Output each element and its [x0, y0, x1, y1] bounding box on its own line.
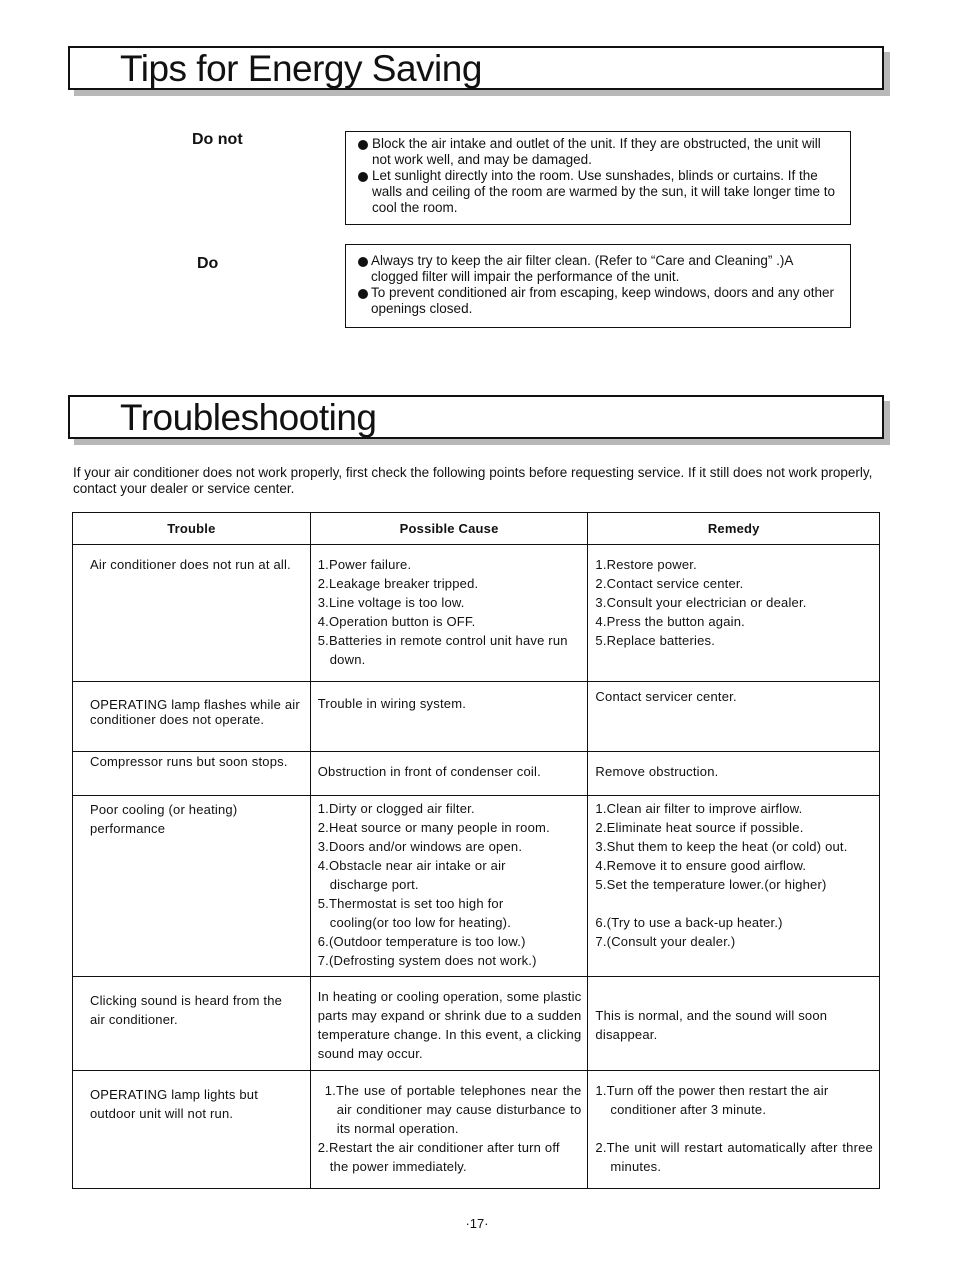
remedy-cell: Remove obstruction. — [595, 764, 719, 779]
cause-cell: Obstruction in front of condenser coil. — [317, 764, 541, 779]
trouble-cell: OPERATING lamp lights but outdoor unit will not run. — [90, 1087, 259, 1121]
table-row — [73, 752, 880, 796]
table-row — [73, 545, 880, 682]
bullet-icon — [358, 257, 368, 267]
do-box — [345, 244, 851, 328]
cause-cell: 1.The use of portable telephones near the air conditioner may cause disturbance to its normal operation. 2.Restart the air conditioner after turn off the power immediately. — [317, 1083, 582, 1174]
cause-cell: 1.Dirty or clogged air filter. 2.Heat source or many people in room. 3.Doors and/or windows are open. 4.Obstacle near air intake or air discharge port. 5.Thermostat is set too high for cooling(or too low for heating). 6.(Outdoor temperature is too low.) 7.(Defrosting system does not work.) — [317, 801, 550, 968]
troubleshooting-title: Troubleshooting — [120, 397, 377, 438]
trouble-cell: Poor cooling (or heating) performance — [90, 802, 238, 836]
header-possible-cause: Possible Cause — [310, 513, 588, 545]
remedy-cell: Contact servicer center. — [595, 689, 737, 704]
remedy-cell: 1.Clean air filter to improve airflow. 2.Eliminate heat source if possible. 3.Shut them to keep the heat (or cold) out. 4.Remove it to ensure good airflow. 5.Set the temperature lower.(or higher) 6.(Try to use a back-up heater.) 7.(Consult your dealer.) — [595, 801, 848, 949]
table-header-row — [73, 513, 880, 545]
table-row — [73, 977, 880, 1071]
cause-cell: In heating or cooling operation, some plastic parts may expand or shrink due to a sudden temperature change. In this event, a clicking sound may occur. — [317, 989, 582, 1061]
remedy-cell: This is normal, and the sound will soon disappear. — [595, 1008, 828, 1042]
trouble-cell: Clicking sound is heard from the air conditioner. — [90, 993, 283, 1027]
remedy-cell: 1.Turn off the power then restart the air conditioner after 3 minute. 2.The unit will restart automatically after three minutes. — [595, 1083, 873, 1174]
trouble-cell: Compressor runs but soon stops. — [90, 754, 288, 769]
trouble-cell: Air conditioner does not run at all. — [90, 557, 291, 572]
do-not-box — [345, 131, 851, 225]
table-row — [73, 682, 880, 752]
do-label: Do — [197, 255, 219, 272]
troubleshooting-intro: If your air conditioner does not work properly, first check the following points before requesting service. If it still does not work properly, contact your dealer or service center. — [73, 465, 873, 496]
do-not-item: Let sunlight directly into the room. Use sunshades, blinds or curtains. If the walls and ceiling of the room are warmed by the sun, it will take longer time to cool the room. — [346, 168, 836, 216]
do-not-item: Block the air intake and outlet of the unit. If they are obstructed, the unit will not work well, and may be damaged. — [346, 136, 836, 168]
header-trouble: Trouble — [73, 513, 311, 545]
cause-cell: Trouble in wiring system. — [317, 696, 467, 711]
do-item: To prevent conditioned air from escaping, keep windows, doors and any other openings closed. — [346, 285, 836, 317]
cause-cell: 1.Power failure. 2.Leakage breaker tripped. 3.Line voltage is too low. 4.Operation button is OFF. 5.Batteries in remote control unit have run down. — [317, 557, 568, 667]
bullet-icon — [358, 140, 368, 150]
do-item: Always try to keep the air filter clean. (Refer to “Care and Cleaning” .)A clogged filter will impair the performance of the unit. — [346, 253, 836, 285]
energy-saving-title: Tips for Energy Saving — [120, 48, 482, 89]
bullet-icon — [358, 172, 368, 182]
header-remedy: Remedy — [588, 513, 880, 545]
do-not-label: Do not — [192, 131, 243, 148]
table-row — [73, 1071, 880, 1189]
trouble-cell: OPERATING lamp flashes while air conditioner does not operate. — [90, 697, 300, 727]
troubleshooting-banner — [68, 395, 884, 439]
page-number: ·17· — [465, 1216, 489, 1231]
energy-saving-banner — [68, 46, 884, 90]
bullet-icon — [358, 289, 368, 299]
remedy-cell: 1.Restore power. 2.Contact service center. 3.Consult your electrician or dealer. 4.Press the button again. 5.Replace batteries. — [595, 557, 807, 648]
troubleshooting-table — [72, 512, 880, 1189]
table-row — [73, 796, 880, 977]
